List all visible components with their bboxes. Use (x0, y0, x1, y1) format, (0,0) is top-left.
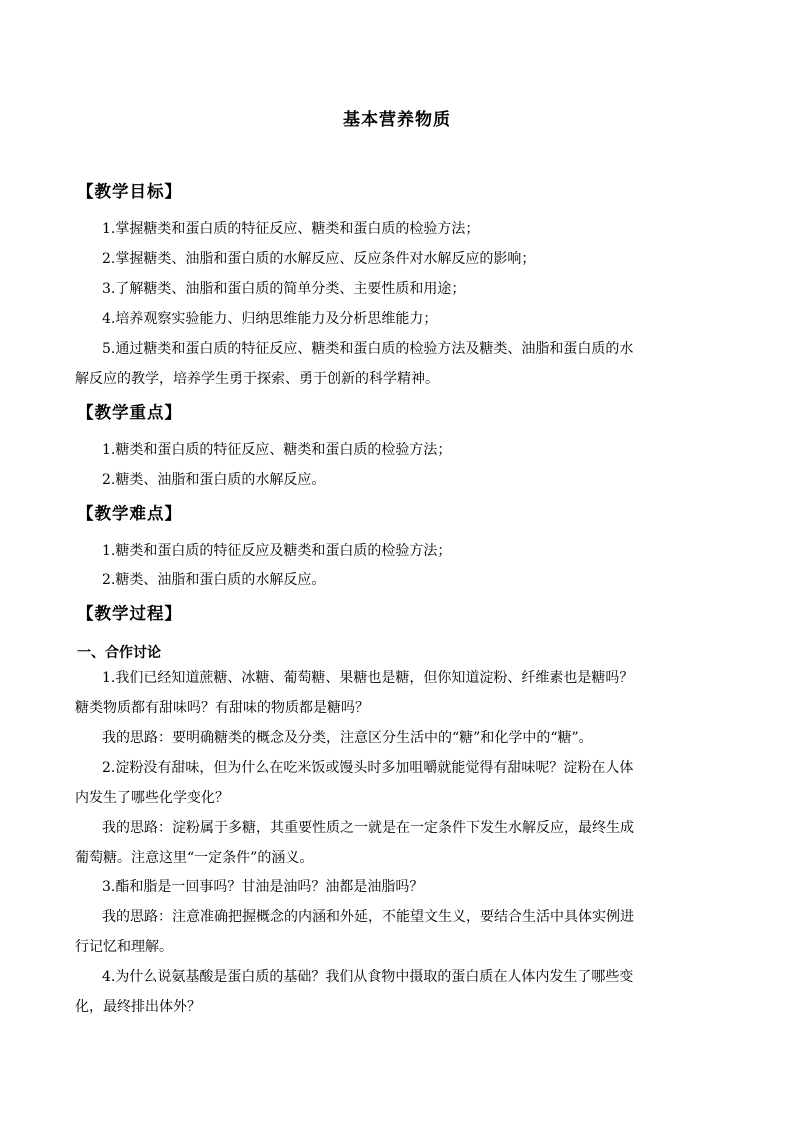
process-line-1: 1.我们已经知道蔗糖、冰糖、葡萄糖、果糖也是糖，但你知道淀粉、纤维素也是糖吗？ (102, 670, 634, 686)
objectives-heading: 【教学目标】 (77, 182, 182, 201)
objective-item-4: 4.培养观察实验能力、归纳思维能力及分析思维能力； (102, 311, 438, 327)
objective-item-5-cont: 解反应的教学，培养学生勇于探索、勇于创新的科学精神。 (75, 371, 439, 387)
process-line-2: 糖类物质都有甜味吗？有甜味的物质都是糖吗？ (75, 700, 369, 716)
process-line-3: 我的思路：要明确糖类的概念及分类，注意区分生活中的“糖”和化学中的“糖”。 (102, 730, 593, 746)
process-line-11: 4.为什么说氨基酸是蛋白质的基础？我们从食物中摄取的蛋白质在人体内发生了哪些变 (102, 969, 634, 985)
objective-item-5: 5.通过糖类和蛋白质的特征反应、糖类和蛋白质的检验方法及糖类、油脂和蛋白质的水 (102, 341, 634, 357)
key-point-item-2: 2.糖类、油脂和蛋白质的水解反应。 (102, 472, 326, 488)
objective-item-2: 2.掌握糖类、油脂和蛋白质的水解反应、反应条件对水解反应的影响； (102, 251, 536, 267)
difficulties-heading: 【教学难点】 (77, 504, 182, 523)
process-subheading: 一、合作讨论 (77, 645, 161, 661)
difficulty-item-1: 1.糖类和蛋白质的特征反应及糖类和蛋白质的检验方法； (102, 543, 452, 559)
document-title: 基本营养物质 (343, 110, 451, 130)
process-line-12: 化，最终排出体外？ (75, 999, 201, 1015)
process-line-4: 2.淀粉没有甜味，但为什么在吃米饭或馒头时多加咀嚼就能觉得有甜味呢？淀粉在人体 (102, 760, 634, 776)
objective-item-3: 3.了解糖类、油脂和蛋白质的简单分类、主要性质和用途； (102, 281, 466, 297)
objective-item-1: 1.掌握糖类和蛋白质的特征反应、糖类和蛋白质的检验方法； (102, 221, 480, 237)
process-line-8: 3.酯和脂是一回事吗？甘油是油吗？油都是油脂吗？ (102, 879, 424, 895)
process-line-9: 我的思路：注意准确把握概念的内涵和外延，不能望文生义，要结合生活中具体实例进 (102, 909, 634, 925)
key-point-item-1: 1.糖类和蛋白质的特征反应、糖类和蛋白质的检验方法； (102, 442, 452, 458)
key-points-heading: 【教学重点】 (77, 403, 182, 422)
process-line-5: 内发生了哪些化学变化？ (75, 790, 229, 806)
process-line-7: 葡萄糖。注意这里“一定条件”的涵义。 (75, 850, 314, 866)
difficulty-item-2: 2.糖类、油脂和蛋白质的水解反应。 (102, 572, 326, 588)
process-heading: 【教学过程】 (77, 604, 182, 623)
process-line-6: 我的思路：淀粉属于多糖，其重要性质之一就是在一定条件下发生水解反应，最终生成 (102, 820, 634, 836)
process-line-10: 行记忆和理解。 (75, 939, 173, 955)
